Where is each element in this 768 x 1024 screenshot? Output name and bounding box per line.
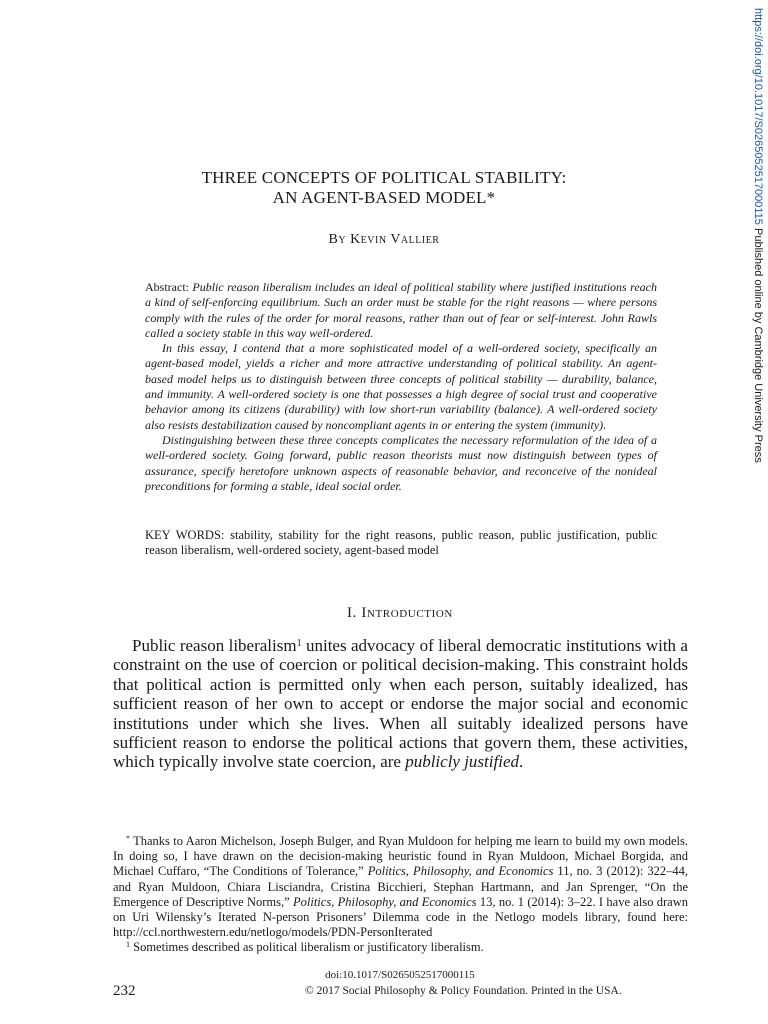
doi-link[interactable]: https://doi.org/10.1017/S0265052517000115 — [752, 8, 764, 225]
abstract-text: In this essay, I contend that a more sophisticated model of a well-ordered society, specifically an agent-based model, yields a richer and more attractive understanding of political stability. An agent-based model helps us to distinguish between three concepts of political stability — durability, balance, and immunity. A well-ordered society is one that possesses a high degree of social trust and cooperative behavior among its citizens (durability) with low short-run variability (balance). A well-ordered society also resists destabilization caused by noncompliant agents in or entering the system (immunity). — [145, 341, 657, 432]
abstract-paragraph — [145, 341, 657, 433]
copyright: © 2017 Social Philosophy & Policy Foundation. Printed in the USA. — [305, 985, 622, 997]
footnote-star — [113, 834, 688, 940]
publisher-note: Published online by Cambridge University Press — [752, 224, 764, 463]
footnote-text: 13, no. 1 (2014): 3–22. I have also drawn on Uri Wilensky’s Iterated N-person Prisoners’ Dilemma code in the Netlogo models library, found here: http://ccl.northwestern.edu/netlogo/models/PDN-PersonIterated — [113, 894, 689, 940]
footnotes — [113, 834, 688, 956]
abstract-label: Abstract: — [145, 280, 193, 294]
body-text — [113, 636, 688, 772]
abstract-paragraph — [145, 433, 657, 494]
abstract-text: Public reason liberalism includes an ideal of political stability where justified institutions reach a kind of self-enforcing equilibrium. Such an order must be stable for the right reasons — where persons comply with the rules of the order for moral reasons, rather than out of fear or self-interest. John Rawls called a society stable in this way well-ordered. — [145, 280, 657, 340]
title-line-2: AN AGENT-BASED MODEL* — [272, 188, 496, 207]
abstract-text: Distinguishing between these three concepts complicates the necessary reformulation of the idea of a well-ordered society. Going forward, public reason theorists must now distinguish between types of assurance, specify heretofore unknown aspects of reasonable behavior, and reconceive of the nonideal preconditions for forming a stable, ideal social order. — [145, 432, 657, 493]
body-paragraph — [113, 636, 688, 772]
footnote-star-mark: * — [126, 834, 130, 843]
doi-side-note — [748, 8, 764, 463]
footnote-text: Sometimes described as political liberalism or justificatory liberalism. — [130, 940, 484, 955]
title-line-1: THREE CONCEPTS OF POLITICAL STABILITY: — [201, 168, 567, 187]
body-text-start: Public reason liberalism — [132, 636, 297, 655]
journal-title: Politics, Philosophy, and Economics — [367, 864, 554, 879]
footnote-ref: 1 — [296, 638, 302, 649]
footnote-1-mark: 1 — [126, 940, 130, 950]
abstract-paragraph — [145, 280, 657, 341]
body-text-end: . — [519, 752, 524, 772]
doi: doi:10.1017/S0265052517000115 — [325, 969, 475, 981]
footnote-text: Thanks to Aaron Michelson, Joseph Bulger, and Ryan Muldoon for helping me learn to build my own models. In doing so, I have drawn on the decision-making heuristic found in Ryan Muldoon, Michael Borgida, and Michael Cuffaro, “The Conditions of Tolerance,” — [113, 834, 688, 879]
footnote-text: 11, no. 3 (2012): 322–44, and Ryan Muldoon, Chiara Lisciandra, Cristina Bicchieri, Stephan Hartmann, and Jan Sprenger, “On the Emergence of Descriptive Norms,” — [113, 864, 689, 909]
journal-title: Politics, Philosophy, and Economics — [293, 894, 477, 909]
keywords: KEY WORDS: stability, stability for the right reasons, public reason, public justification, public reason liberalism, well-ordered society, agent-based model — [145, 528, 657, 558]
footnote-1 — [113, 940, 688, 955]
body-text-main: unites advocacy of liberal democratic institutions with a constraint on the use of coercion or political decision-making. This constraint holds that political action is permitted only when each person, suitably idealized, has sufficient reason of her own to accept or endorse the major social and economic institutions under which she lives. When all suitably idealized persons have sufficient reason to endorse the political actions that govern them, these activities, which typically involve state coercion, are — [113, 636, 688, 772]
body-emphasis: publicly justified — [405, 752, 519, 772]
author-byline: By Kevin Vallier — [328, 232, 440, 247]
section-heading: I. Introduction — [347, 605, 453, 621]
paper-title — [0, 168, 768, 208]
page-number: 232 — [113, 983, 136, 999]
abstract — [145, 280, 657, 494]
